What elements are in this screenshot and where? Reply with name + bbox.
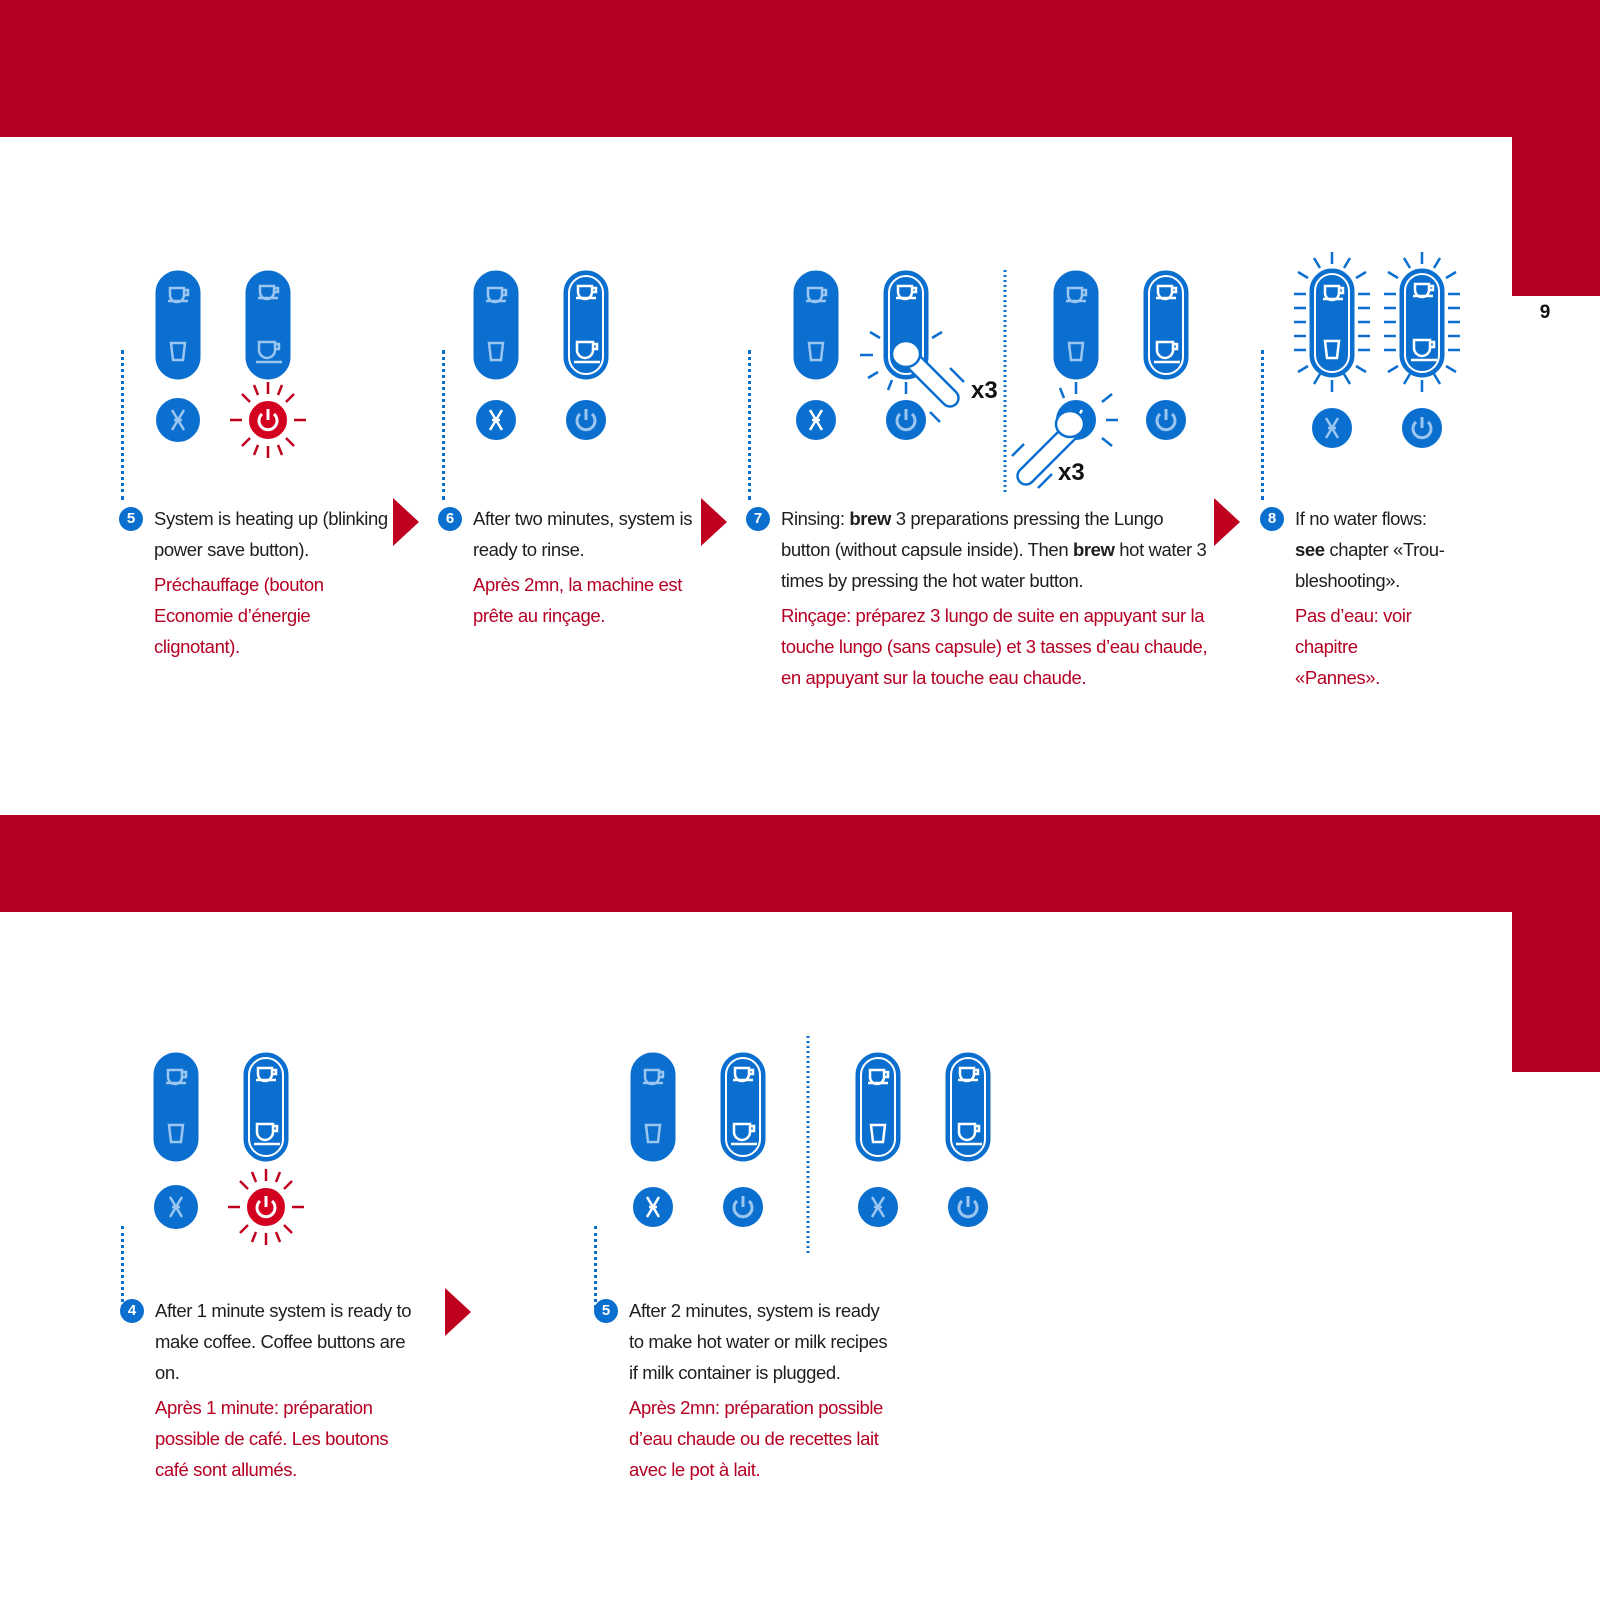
step-number-badge: 4 bbox=[120, 1299, 144, 1323]
text-segment: hot water 3 times by pressing the hot water button. bbox=[781, 539, 1207, 591]
step-text-fr: Rinçage: préparez 3 lungo de suite en appuyant sur la touche lungo (sans capsule) et 3 tasses d’eau chaude, en appuyant sur la touche eau chaude. bbox=[781, 605, 1208, 688]
step-text-fr: Après 2mn: préparation possible d’eau chaude ou de recettes lait avec le pot à lait. bbox=[629, 1397, 883, 1480]
descale-button bbox=[857, 1186, 899, 1228]
descale-button bbox=[632, 1186, 674, 1228]
step-number-badge: 8 bbox=[1260, 507, 1284, 531]
espresso-milk-button-lit bbox=[1311, 270, 1353, 376]
step-8-no-water bbox=[1267, 503, 1445, 693]
espresso-milk-button bbox=[157, 272, 199, 378]
power-button-blinking bbox=[228, 1169, 304, 1245]
step-text-fr: Après 2mn, la machine est prête au rinçage. bbox=[473, 574, 683, 626]
control-panel-heating bbox=[150, 270, 310, 470]
espresso-milk-button bbox=[475, 272, 517, 378]
power-button bbox=[1145, 399, 1187, 441]
power-button bbox=[1401, 407, 1443, 449]
lungo-hotwater-button-lit bbox=[722, 1054, 764, 1160]
text-segment: 3 preparations pressing the Lungo button (without capsule inside). Then bbox=[781, 508, 1164, 560]
lungo-hotwater-button-lit bbox=[947, 1054, 989, 1160]
espresso-milk-button bbox=[795, 272, 837, 378]
next-arrow bbox=[1214, 498, 1240, 546]
step-text-fr: Pas d’eau: voir chapitre «Pannes». bbox=[1295, 605, 1412, 688]
step-text-en: After 2 minutes, system is ready to make hot water or milk recipes if milk container is plugged. bbox=[629, 1300, 888, 1383]
next-arrow bbox=[701, 498, 727, 546]
step-text-fr: Préchauffage (bouton Economie d’énergie clignotant). bbox=[154, 574, 324, 657]
control-panel-milk-ready bbox=[625, 1052, 1005, 1257]
power-button bbox=[722, 1186, 764, 1228]
dotted-connector bbox=[748, 350, 751, 500]
step-text-fr: Après 1 minute: préparation possible de café. Les boutons café sont allumés. bbox=[155, 1397, 389, 1480]
step-text-en: After two minutes, system is ready to rinse. bbox=[473, 508, 693, 560]
dotted-connector bbox=[121, 1226, 124, 1308]
step-number-badge: 5 bbox=[119, 507, 143, 531]
step-6-ready-rinse bbox=[445, 503, 713, 631]
power-button bbox=[947, 1186, 989, 1228]
dotted-connector bbox=[1261, 350, 1264, 500]
text-segment: If no water flows: bbox=[1295, 508, 1427, 529]
descale-button bbox=[1311, 407, 1353, 449]
text-segment: Rinsing: bbox=[781, 508, 850, 529]
step-number-badge: 7 bbox=[746, 507, 770, 531]
press-count-label: x3 bbox=[971, 377, 998, 404]
lungo-hotwater-button-lit bbox=[1401, 270, 1443, 376]
dotted-connector bbox=[121, 350, 124, 500]
step-number-badge: 6 bbox=[438, 507, 462, 531]
step-5-heating bbox=[126, 503, 394, 662]
bold-text: see bbox=[1295, 539, 1325, 560]
espresso-milk-button bbox=[155, 1054, 197, 1160]
step-text-en bbox=[781, 503, 1211, 596]
step-4-coffee-ready bbox=[127, 1295, 420, 1485]
lungo-hotwater-button-lit bbox=[565, 272, 607, 378]
next-arrow bbox=[445, 1288, 471, 1336]
control-panel-all-blinking bbox=[1292, 252, 1472, 472]
bold-text: brew bbox=[1072, 539, 1115, 560]
power-button-blinking bbox=[230, 382, 306, 458]
page-number: 9 bbox=[1539, 302, 1551, 323]
descale-button bbox=[155, 1186, 197, 1228]
dotted-connector bbox=[442, 350, 445, 500]
espresso-milk-button bbox=[632, 1054, 674, 1160]
dotted-connector bbox=[594, 1226, 597, 1308]
control-panel-ready-rinse bbox=[468, 270, 628, 470]
next-arrow bbox=[393, 498, 419, 546]
step-number-badge: 5 bbox=[594, 1299, 618, 1323]
step-5-milk-ready bbox=[601, 1295, 889, 1485]
right-red-tab-bottom bbox=[1512, 815, 1600, 1072]
power-button bbox=[565, 399, 607, 441]
press-count-label: x3 bbox=[1058, 459, 1085, 486]
control-panel-rinsing bbox=[788, 270, 1208, 495]
step-text-en: System is heating up (blinking power save button). bbox=[154, 508, 388, 560]
lungo-hotwater-button-lit bbox=[245, 1054, 287, 1160]
step-text-en bbox=[1295, 503, 1445, 596]
control-panel-coffee-ready bbox=[148, 1052, 308, 1252]
right-red-tab-top bbox=[1512, 0, 1600, 296]
descale-button bbox=[795, 399, 837, 441]
lungo-hotwater-button-lit bbox=[1145, 272, 1187, 378]
step-text-en: After 1 minute system is ready to make coffee. Coffee buttons are on. bbox=[155, 1300, 412, 1383]
espresso-milk-button-lit bbox=[1055, 272, 1097, 378]
top-red-band bbox=[0, 0, 1600, 137]
espresso-milk-button-lit bbox=[857, 1054, 899, 1160]
step-7-rinsing bbox=[753, 503, 1211, 693]
descale-button bbox=[475, 399, 517, 441]
middle-red-band bbox=[0, 815, 1600, 912]
bold-text: brew bbox=[849, 508, 891, 529]
descale-button bbox=[157, 399, 199, 441]
lungo-hotwater-button bbox=[247, 272, 289, 378]
power-button bbox=[885, 399, 927, 441]
text-segment: chapter «Trou-bleshooting». bbox=[1295, 539, 1445, 591]
